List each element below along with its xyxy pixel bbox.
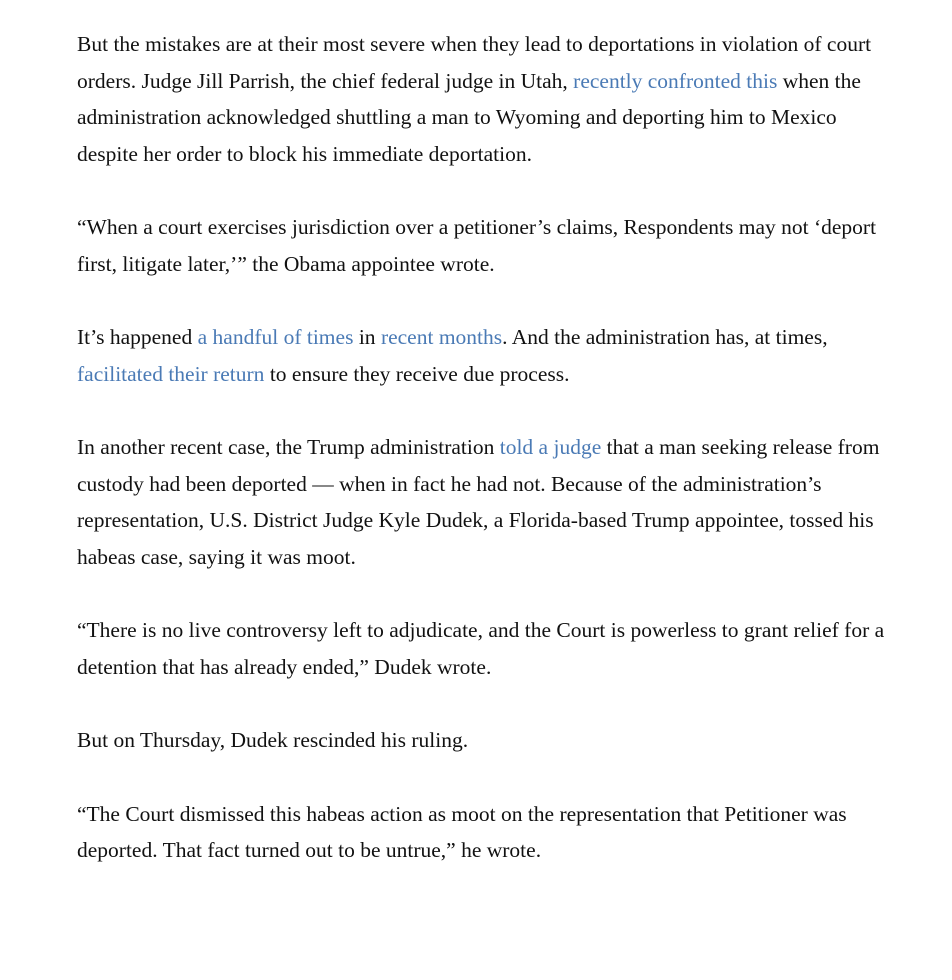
paragraph-4-text-b: that a man seeking release from custody had been deported — when in fact he had not. Because of the administration’s representation, U.S. District Judge Kyle Dudek, a Florida-based Trump appointee, tossed his habeas case, saying it was moot. (77, 435, 880, 569)
paragraph-3-text-a: It’s happened (77, 325, 198, 349)
paragraph-2: “When a court exercises jurisdiction over a petitioner’s claims, Respondents may not ‘deport first, litigate later,’” the Obama appointee wrote. (77, 215, 877, 276)
link-a-handful-of-times[interactable]: a handful of times (197, 325, 354, 349)
link-told-a-judge[interactable]: told a judge (499, 435, 602, 459)
link-facilitated-their-return[interactable]: facilitated their return (77, 361, 265, 386)
paragraph-3-text-d: to ensure they receive due process. (264, 361, 570, 386)
paragraph-4 (77, 429, 892, 575)
paragraph-1-text-b: when the administration acknowledged shuttling a man to Wyoming and deporting him to Mexico despite her order to block his immediate deportation. (77, 68, 861, 166)
paragraph-3 (77, 319, 892, 392)
paragraph-4-text-a: In another recent case, the Trump administration (77, 435, 500, 459)
link-recently-confronted-this[interactable]: recently confronted this (573, 68, 778, 93)
paragraph-3-text-c: . And the administration has, at times, (502, 325, 828, 349)
paragraph-7: “The Court dismissed this habeas action as moot on the representation that Petitioner was deported. That fact turned out to be untrue,” he wrote. (77, 801, 847, 862)
link-recent-months[interactable]: recent months (380, 325, 503, 349)
paragraph-1 (77, 26, 892, 172)
paragraph-5: “There is no live controversy left to adjudicate, and the Court is powerless to grant relief for a detention that has already ended,” Dudek wrote. (77, 618, 885, 679)
paragraph-6: But on Thursday, Dudek rescinded his ruling. (77, 728, 469, 752)
paragraph-3-text-b: in (353, 325, 381, 349)
paragraph-1-text-a: But the mistakes are at their most severe when they lead to deportations in violation of court orders. Judge Jill Parrish, the chief federal judge in Utah, (77, 32, 872, 93)
